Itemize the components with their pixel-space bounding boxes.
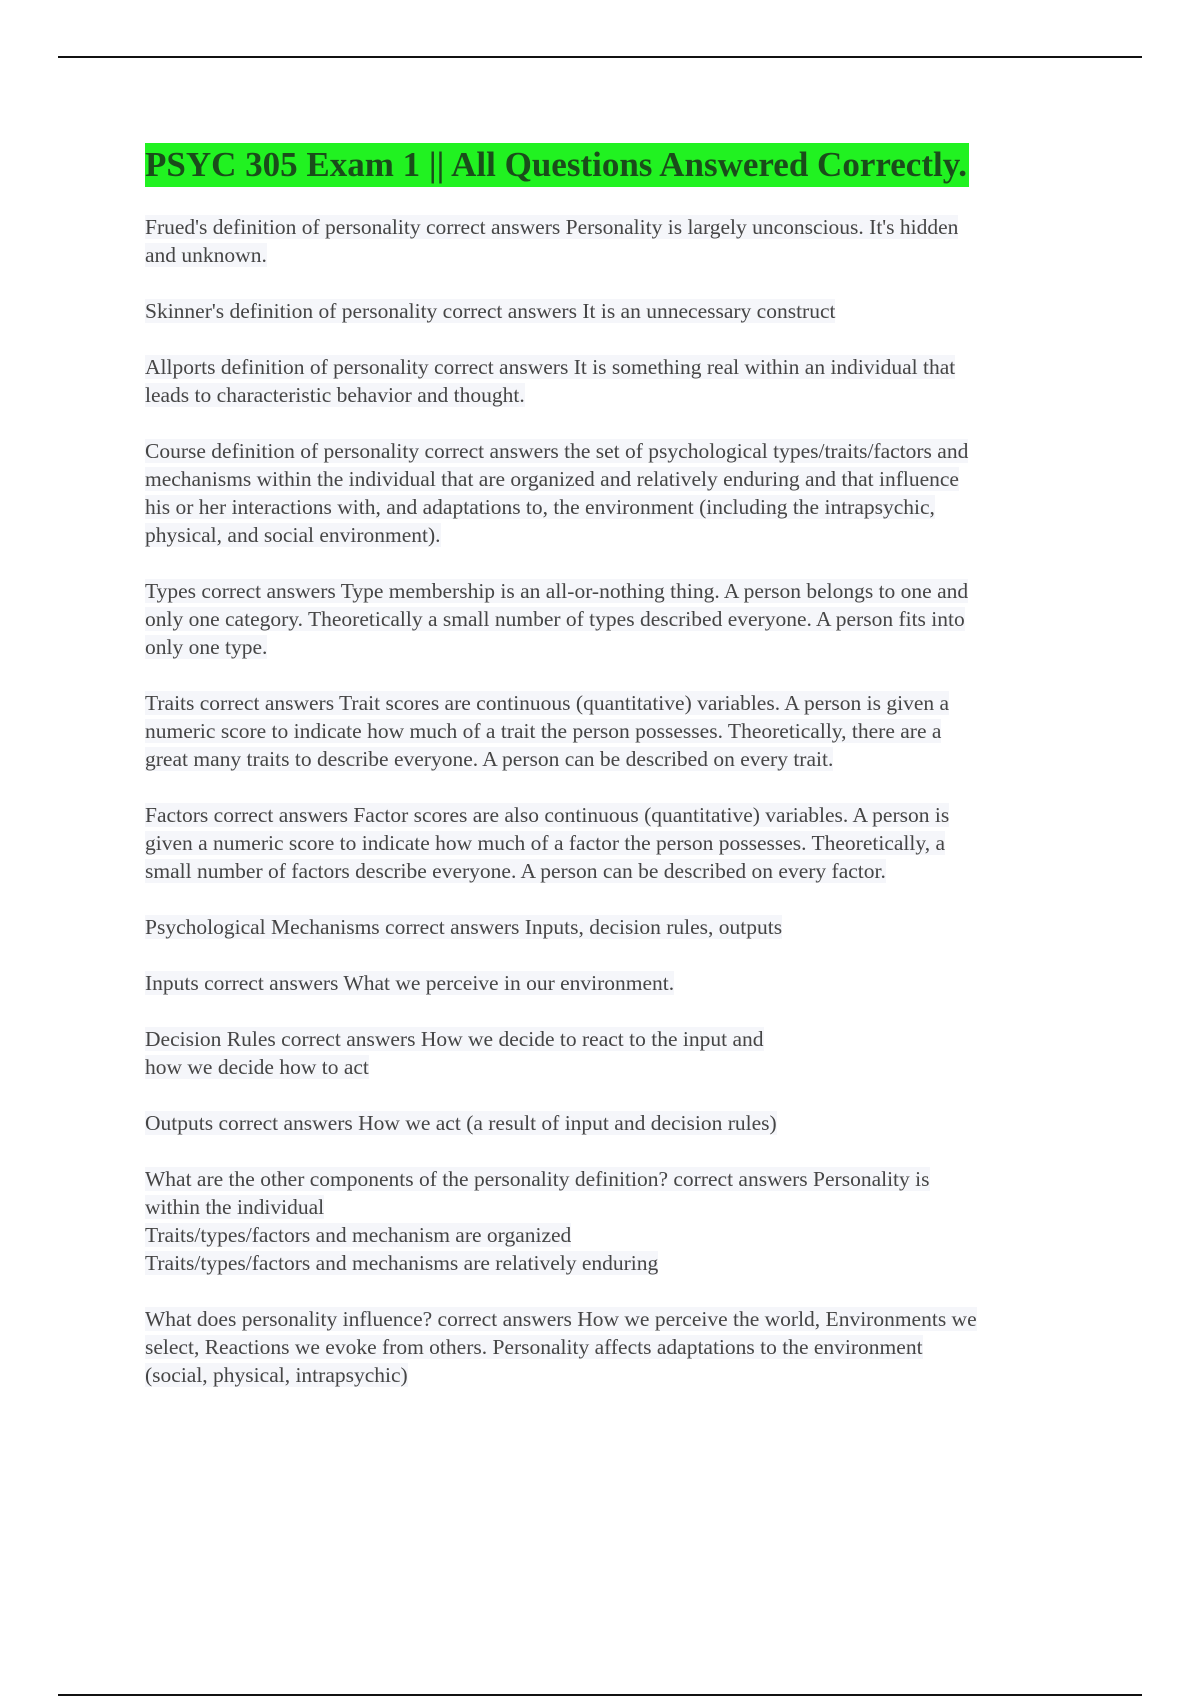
qa-item bbox=[145, 577, 1085, 661]
qa-item bbox=[145, 969, 1085, 997]
qa-line: Outputs correct answers How we act (a result of input and decision rules) bbox=[145, 1111, 777, 1135]
qa-item bbox=[145, 913, 1085, 941]
qa-line: Skinner's definition of personality correct answers It is an unnecessary construct bbox=[145, 299, 836, 323]
bottom-rule bbox=[58, 1694, 1142, 1696]
qa-item bbox=[145, 1305, 1085, 1389]
qa-line: leads to characteristic behavior and thought. bbox=[145, 383, 525, 407]
qa-item bbox=[145, 213, 1085, 269]
qa-line: how we decide how to act bbox=[145, 1055, 369, 1079]
qa-line: Traits/types/factors and mechanism are organized bbox=[145, 1223, 572, 1247]
qa-line: Traits/types/factors and mechanisms are relatively enduring bbox=[145, 1251, 659, 1275]
qa-line: given a numeric score to indicate how much of a factor the person possesses. Theoretically, a bbox=[145, 831, 946, 855]
qa-line: Traits correct answers Trait scores are continuous (quantitative) variables. A person is given a bbox=[145, 691, 950, 715]
qa-line: mechanisms within the individual that are organized and relatively enduring and that influence bbox=[145, 467, 959, 491]
title-wrap bbox=[145, 143, 1085, 187]
qa-line: numeric score to indicate how much of a trait the person possesses. Theoretically, there are a bbox=[145, 719, 942, 743]
qa-line: great many traits to describe everyone. A person can be described on every trait. bbox=[145, 747, 834, 771]
qa-item bbox=[145, 297, 1085, 325]
qa-list bbox=[145, 213, 1085, 1389]
top-rule bbox=[58, 56, 1142, 58]
qa-item bbox=[145, 689, 1085, 773]
qa-line: What are the other components of the personality definition? correct answers Personality is bbox=[145, 1167, 930, 1191]
qa-item bbox=[145, 801, 1085, 885]
qa-item bbox=[145, 1165, 1085, 1277]
qa-line: only one type. bbox=[145, 635, 268, 659]
qa-line: only one category. Theoretically a small number of types described everyone. A person fits into bbox=[145, 607, 965, 631]
qa-line: Decision Rules correct answers How we decide to react to the input and bbox=[145, 1027, 764, 1051]
document-body bbox=[145, 143, 1085, 1417]
qa-line: Types correct answers Type membership is an all-or-nothing thing. A person belongs to one and bbox=[145, 579, 969, 603]
qa-line: What does personality influence? correct answers How we perceive the world, Environments we bbox=[145, 1307, 977, 1331]
qa-item bbox=[145, 353, 1085, 409]
qa-line: Factors correct answers Factor scores are also continuous (quantitative) variables. A person is bbox=[145, 803, 950, 827]
qa-line: Frued's definition of personality correct answers Personality is largely unconscious. It's hidden bbox=[145, 215, 959, 239]
qa-line: within the individual bbox=[145, 1195, 325, 1219]
qa-line: physical, and social environment). bbox=[145, 523, 441, 547]
qa-line: Psychological Mechanisms correct answers Inputs, decision rules, outputs bbox=[145, 915, 783, 939]
qa-line: Course definition of personality correct answers the set of psychological types/traits/factors and bbox=[145, 439, 969, 463]
qa-line: Inputs correct answers What we perceive in our environment. bbox=[145, 971, 675, 995]
qa-item bbox=[145, 1025, 1085, 1081]
qa-line: Allports definition of personality correct answers It is something real within an individual that bbox=[145, 355, 956, 379]
document-title: PSYC 305 Exam 1 || All Questions Answered Correctly. bbox=[145, 143, 969, 187]
qa-line: small number of factors describe everyone. A person can be described on every factor. bbox=[145, 859, 886, 883]
qa-line: and unknown. bbox=[145, 243, 267, 267]
qa-item bbox=[145, 437, 1085, 549]
qa-line: select, Reactions we evoke from others. Personality affects adaptations to the environment bbox=[145, 1335, 923, 1359]
qa-item bbox=[145, 1109, 1085, 1137]
qa-line: his or her interactions with, and adaptations to, the environment (including the intrapsychic, bbox=[145, 495, 935, 519]
qa-line: (social, physical, intrapsychic) bbox=[145, 1363, 408, 1387]
